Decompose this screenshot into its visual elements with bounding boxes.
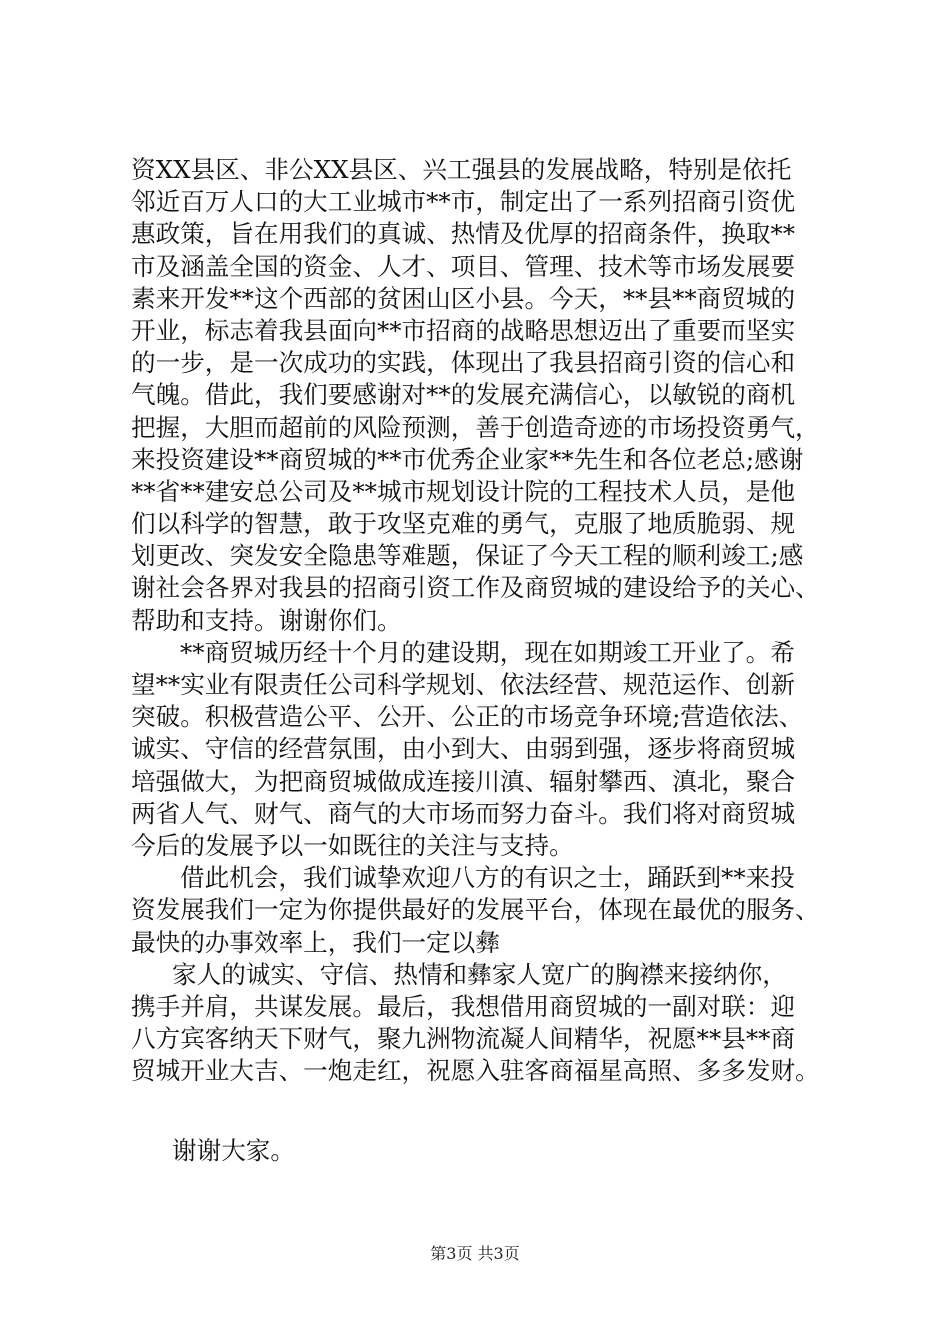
text-line: 把握，大胆而超前的风险预测，善于创造奇迹的市场投资勇气， bbox=[131, 412, 820, 442]
text-line: 资发展我们一定为你提供最好的发展平台，体现在最优的服务、 bbox=[131, 895, 820, 925]
text-line: 来投资建设**商贸城的**市优秀企业家**先生和各位老总;感谢 bbox=[131, 444, 804, 474]
text-line: 贸城开业大吉、一炮走红，祝愿入驻客商福星高照、多多发财。 bbox=[131, 1056, 820, 1086]
closing-line: 谢谢大家。 bbox=[172, 1136, 295, 1166]
text-line: 携手并肩，共谋发展。最后，我想借用商贸城的一副对联：迎 bbox=[131, 991, 796, 1021]
text-line: 素来开发**这个西部的贫困山区小县。今天，**县**商贸城的 bbox=[131, 283, 796, 313]
paragraph-start-line: 家人的诚实、守信、热情和彝家人宽广的胸襟来接纳你， bbox=[172, 959, 787, 989]
text-line: 最快的办事效率上，我们一定以彝 bbox=[131, 927, 500, 957]
text-line: 的一步，是一次成功的实践，体现出了我县招商引资的信心和 bbox=[131, 348, 796, 378]
paragraph-gap bbox=[131, 1087, 831, 1135]
text-line: 开业，标志着我县面向**市招商的战略思想迈出了重要而坚实 bbox=[131, 315, 796, 345]
document-body bbox=[131, 154, 831, 1168]
text-line: 气魄。借此，我们要感谢对**的发展充满信心，以敏锐的商机 bbox=[131, 380, 796, 410]
paragraph-start-line: **商贸城历经十个月的建设期，现在如期竣工开业了。希 bbox=[180, 637, 795, 667]
text-line: 资XX县区、非公XX县区、兴工强县的发展战略，特别是依托 bbox=[131, 155, 792, 184]
text-line: **省**建安总公司及**城市规划设计院的工程技术人员，是他 bbox=[131, 476, 796, 506]
text-line: 惠政策，旨在用我们的真诚、热情及优厚的招商条件，换取** bbox=[131, 219, 796, 249]
text-line: 们以科学的智慧，敢于攻坚克难的勇气，克服了地质脆弱、规 bbox=[131, 509, 796, 539]
text-line: 八方宾客纳天下财气，聚九洲物流凝人间精华，祝愿**县**商 bbox=[131, 1024, 796, 1054]
text-line: 谢社会各界对我县的招商引资工作及商贸城的建设给予的关心、 bbox=[131, 573, 820, 603]
text-line: 突破。积极营造公平、公开、公正的市场竞争环境;营造依法、 bbox=[131, 702, 804, 732]
text-line: 两省人气、财气、商气的大市场而努力奋斗。我们将对商贸城 bbox=[131, 798, 796, 828]
text-line: 诚实、守信的经营氛围，由小到大、由弱到强，逐步将商贸城 bbox=[131, 734, 796, 764]
text-line: 望**实业有限责任公司科学规划、依法经营、规范运作、创新 bbox=[131, 670, 796, 699]
text-line: 市及涵盖全国的资金、人才、项目、管理、技术等市场发展要 bbox=[131, 251, 796, 281]
page-number-footer: 第3页 共3页 bbox=[430, 1244, 520, 1263]
text-line: 划更改、突发安全隐患等难题，保证了今天工程的顺利竣工;感 bbox=[131, 541, 804, 571]
text-line: 今后的发展予以一如既往的关注与支持。 bbox=[131, 830, 574, 860]
text-line: 帮助和支持。谢谢你们。 bbox=[131, 605, 402, 635]
text-line: 邻近百万人口的大工业城市**市，制定出了一系列招商引资优 bbox=[131, 187, 796, 217]
paragraph-start-line: 借此机会，我们诚挚欢迎八方的有识之士，踊跃到**来投 bbox=[180, 863, 795, 893]
text-line: 培强做大，为把商贸城做成连接川滇、辐射攀西、滇北，聚合 bbox=[131, 766, 796, 796]
